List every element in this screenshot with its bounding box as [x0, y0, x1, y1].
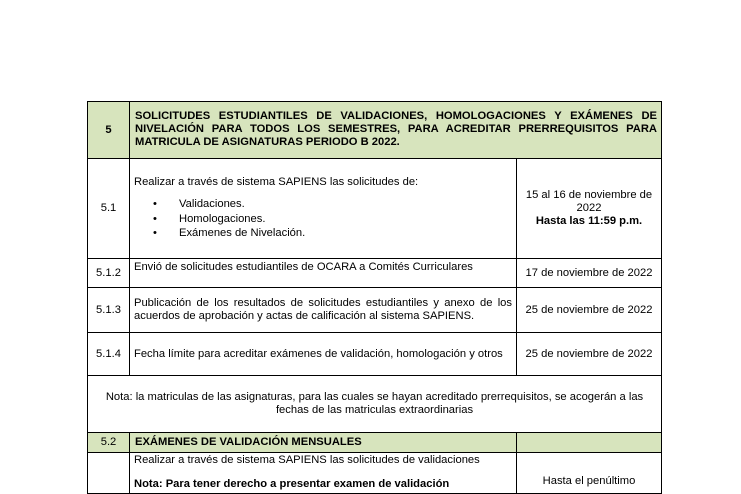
note-text: Nota: la matriculas de las asignaturas, para las cuales se hayan acreditado prerrequisitos, se acogerán a las fechas de las matriculas extraordinarias	[88, 376, 662, 433]
row-date: 17 de noviembre de 2022	[517, 259, 662, 288]
section-title: EXÁMENES DE VALIDACIÓN MENSUALES	[130, 433, 517, 453]
row-number: 5.1.4	[88, 333, 130, 376]
section-title: SOLICITUDES ESTUDIANTILES DE VALIDACIONES, HOMOLOGACIONES Y EXÁMENES DE NIVELACIÓN PARA TODOS LOS SEMESTRES, PARA ACREDITAR PRERREQUISITOS PARA MATRICULA DE ASIGNATURAS PERIODO B 2022.	[130, 102, 662, 159]
row-description: Publicación de los resultados de solicitudes estudiantiles y anexo de los acuerdos de aprobación y actas de calificación al sistema SAPIENS.	[130, 288, 517, 333]
row-note-partial: Nota: Para tener derecho a presentar examen de validación	[134, 478, 450, 490]
row-intro: Realizar a través de sistema SAPIENS las solicitudes de:	[134, 176, 419, 189]
table-row	[88, 288, 662, 333]
table-row	[88, 159, 662, 259]
bullet-list	[134, 197, 512, 241]
row-date: 25 de noviembre de 2022	[517, 333, 662, 376]
row-number	[88, 453, 130, 494]
row-description: Fecha límite para acreditar exámenes de validación, homologación y otros	[130, 333, 517, 376]
row-date: Hasta el penúltimo	[517, 453, 662, 494]
row-description	[130, 159, 517, 259]
table-row	[88, 259, 662, 288]
row-date: 25 de noviembre de 2022	[517, 288, 662, 333]
section-number: 5	[88, 102, 130, 159]
row-number: 5.1.2	[88, 259, 130, 288]
list-item: • Homologaciones.	[179, 212, 512, 227]
table-row	[88, 333, 662, 376]
section-number: 5.2	[88, 433, 130, 453]
schedule-table	[87, 101, 662, 494]
row-intro: Realizar a través de sistema SAPIENS las solicitudes de validaciones	[134, 454, 480, 466]
section-header-row	[88, 102, 662, 159]
row-number: 5.1.3	[88, 288, 130, 333]
row-description	[130, 453, 517, 494]
date-deadline: Hasta las 11:59 p.m.	[535, 215, 643, 227]
date-text: 15 al 16 de noviembre de 2022	[525, 189, 653, 214]
row-description: Envió de solicitudes estudiantiles de OCARA a Comités Curriculares	[130, 259, 517, 288]
section-header-row	[88, 433, 662, 453]
list-item: • Exámenes de Nivelación.	[179, 226, 512, 241]
note-row	[88, 376, 662, 433]
row-date	[517, 159, 662, 259]
list-item: • Validaciones.	[179, 197, 512, 212]
section-date-header	[517, 433, 662, 453]
row-number: 5.1	[88, 159, 130, 259]
table-row	[88, 453, 662, 494]
